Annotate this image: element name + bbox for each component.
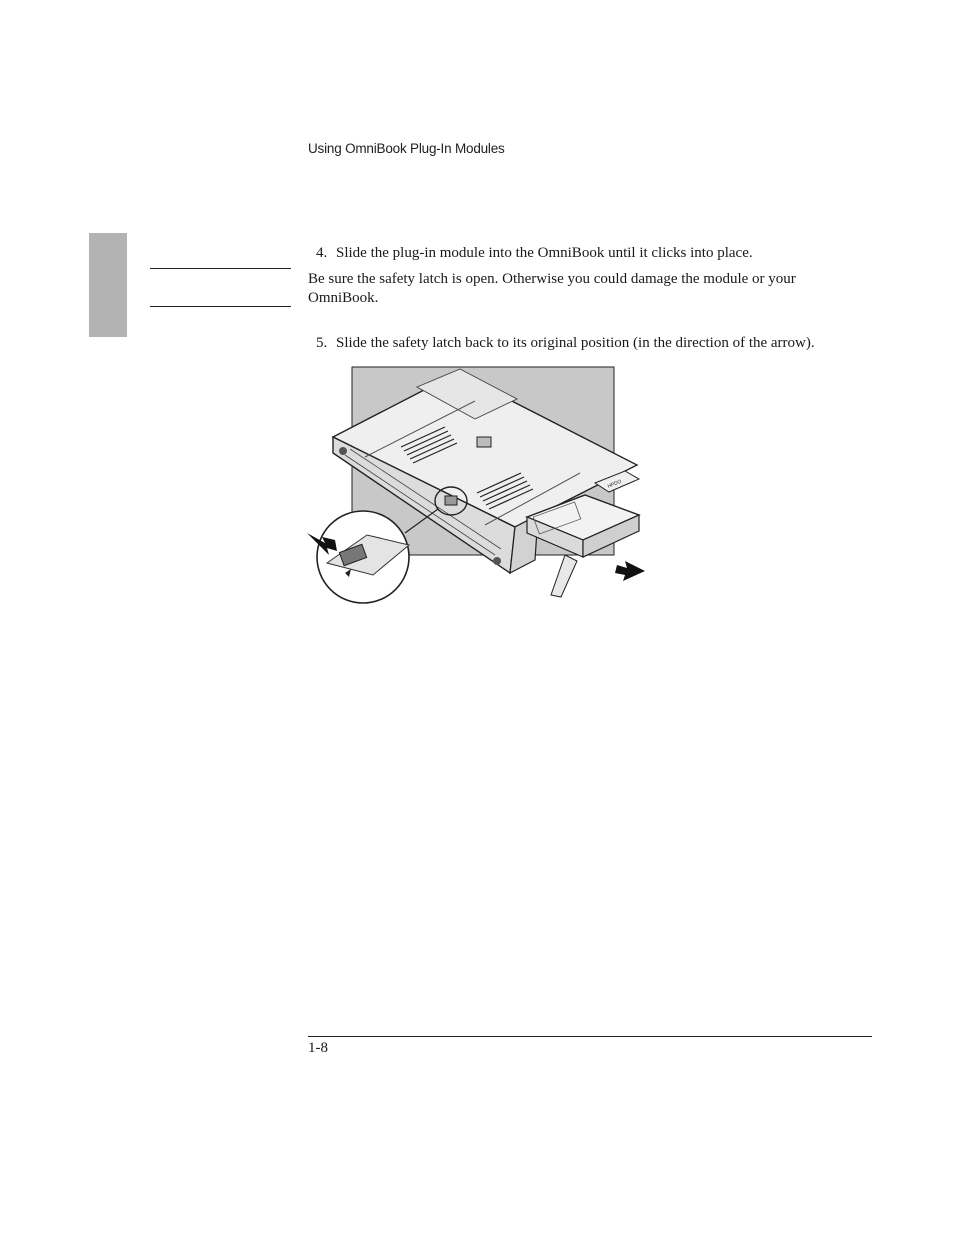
- battery-latch: [477, 437, 491, 447]
- step-4-text: Slide the plug-in module into the OmniBook until it clicks into place.: [336, 245, 753, 261]
- running-head: Using OmniBook Plug-In Modules: [308, 141, 505, 156]
- latch-illustration-svg: [305, 365, 655, 607]
- caution-top-rule: [150, 268, 291, 269]
- step-5-text: Slide the safety latch back to its original position (in the direction of the arrow).: [336, 335, 815, 351]
- step-4-number: 4.: [316, 245, 328, 261]
- step-5-number: 5.: [316, 335, 328, 351]
- step-4: [316, 244, 753, 263]
- step-5: [316, 334, 815, 353]
- insertion-arrow: [615, 561, 645, 581]
- page-number: 1-8: [308, 1040, 328, 1056]
- caution-text: Be sure the safety latch is open. Otherwise you could damage the module or your OmniBook.: [308, 271, 796, 306]
- caution-bottom-rule: [150, 306, 291, 307]
- laptop-foot-left: [339, 447, 347, 455]
- footer-rule: [308, 1036, 872, 1037]
- safety-latch: [445, 496, 457, 505]
- tray-label: HPDO: [606, 478, 623, 490]
- latch-illustration: [305, 365, 655, 607]
- chapter-tab-marker: [89, 233, 127, 337]
- laptop-foot-right: [493, 557, 501, 565]
- plugin-module-stand: [551, 555, 577, 597]
